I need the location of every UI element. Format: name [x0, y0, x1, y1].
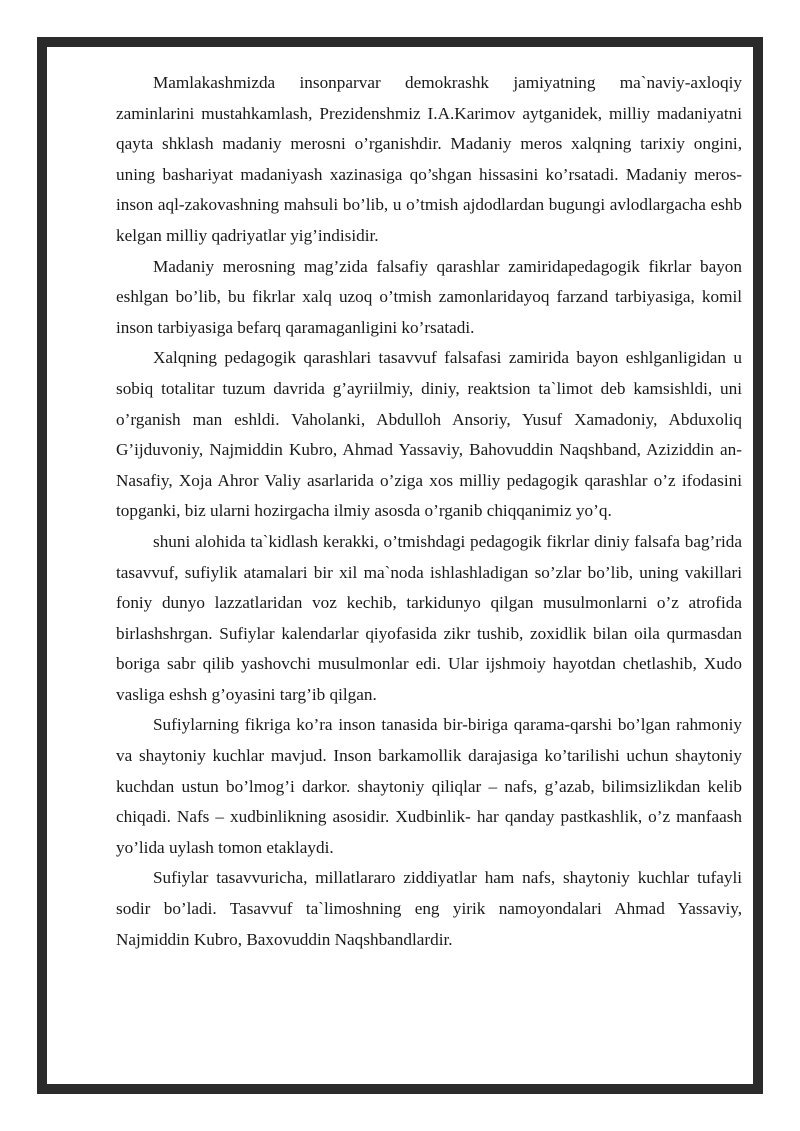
paragraph-2: Madaniy merosning mag’zida falsafiy qarashlar zamiridapedagogik fikrlar bayon eshlgan bo’lib, bu fikrlar xalq uzoq o’tmish zamonlaridayoq farzand tarbiyasiga, komil inson tarbiyasiga befarq qaramaganligini ko’rsatadi. — [116, 256, 742, 337]
paragraph-1: Mamlakashmizda insonparvar demokrashk jamiyatning ma`naviy-axloqiy zaminlarini mustahkamlash, Prezidenshmiz I.A.Karimov aytganidek, milliy madaniyatni qayta shklash madaniy merosni o’rganishdir. Madaniy meros xalqning tarixiy ongini, uning bashariyat madaniyash xazinasiga qo’shgan hissasini ko’rsatadi. Madaniy meros- inson aql-zakovashning mahsuli bo’lib, u o’tmish ajdodlardan bugungi avlodlargacha eshb kelgan milliy qadriyatlar yig’indisidir. — [116, 73, 742, 245]
paragraph-4: shuni alohida ta`kidlash kerakki, o’tmishdagi pedagogik fikrlar diniy falsafa bag’rida tasavvuf, sufiylik atamalari bir xil ma`noda ishlashladigan so’zlar bo’lib, uning vakillari foniy dunyo lazzatlaridan voz kechib, tarkidunyo qilgan musulmonlarni o’z atrofida birlashshrgan. Sufiylar kalendarlar qiyofasida zikr tushib, zoxidlik bilan oila qurmasdan boriga sabr qilib yashovchi musulmonlar edi. Ular ijshmoiy hayotdan chetlashib, Xudo vasliga eshsh g’oyasini targ’ib qilgan. — [116, 531, 742, 704]
document-body — [116, 68, 742, 955]
paragraph-3: Xalqning pedagogik qarashlari tasavvuf falsafasi zamirida bayon eshlganligidan u sobiq totalitar tuzum davrida g’ayriilmiy, diniy, reaktsion ta`limot deb kamsishldi, uni o’rganish man eshldi. Vaholanki, Abdulloh Ansoriy, Yusuf Xamadoniy, Abduxoliq G’ijduvoniy, Najmiddin Kubro, Ahmad Yassaviy, Bahovuddin Naqshband, Aziziddin an-Nasafiy, Xoja Ahror Valiy asarlarida o’ziga xos milliy pedagogik qarashlar o’z ifodasini topganki, biz ularni hozirgacha ilmiy asosda o’rganib chiqqanimiz yo’q. — [116, 348, 742, 521]
paragraph-6: Sufiylar tasavvuricha, millatlararo ziddiyatlar ham nafs, shaytoniy kuchlar tufayli sodir bo’ladi. Tasavvuf ta`limoshning eng yirik namoyondalari Ahmad Yassaviy, Najmiddin Kubro, Baxovuddin Naqshbandlardir. — [116, 868, 742, 949]
paragraph-5: Sufiylarning fikriga ko’ra inson tanasida bir-biriga qarama-qarshi bo’lgan rahmoniy va shaytoniy kuchlar mavjud. Inson barkamollik darajasiga ko’tarilishi uchun shaytoniy kuchdan ustun bo’lmog’i darkor. shaytoniy qiliqlar – nafs, g’azab, bilimsizlikdan kelib chiqadi. Nafs – xudbinlikning asosidir. Xudbinlik- har qanday pastkashlik, o’z manfaash yo’lida uylash tomon etaklaydi. — [116, 715, 742, 857]
